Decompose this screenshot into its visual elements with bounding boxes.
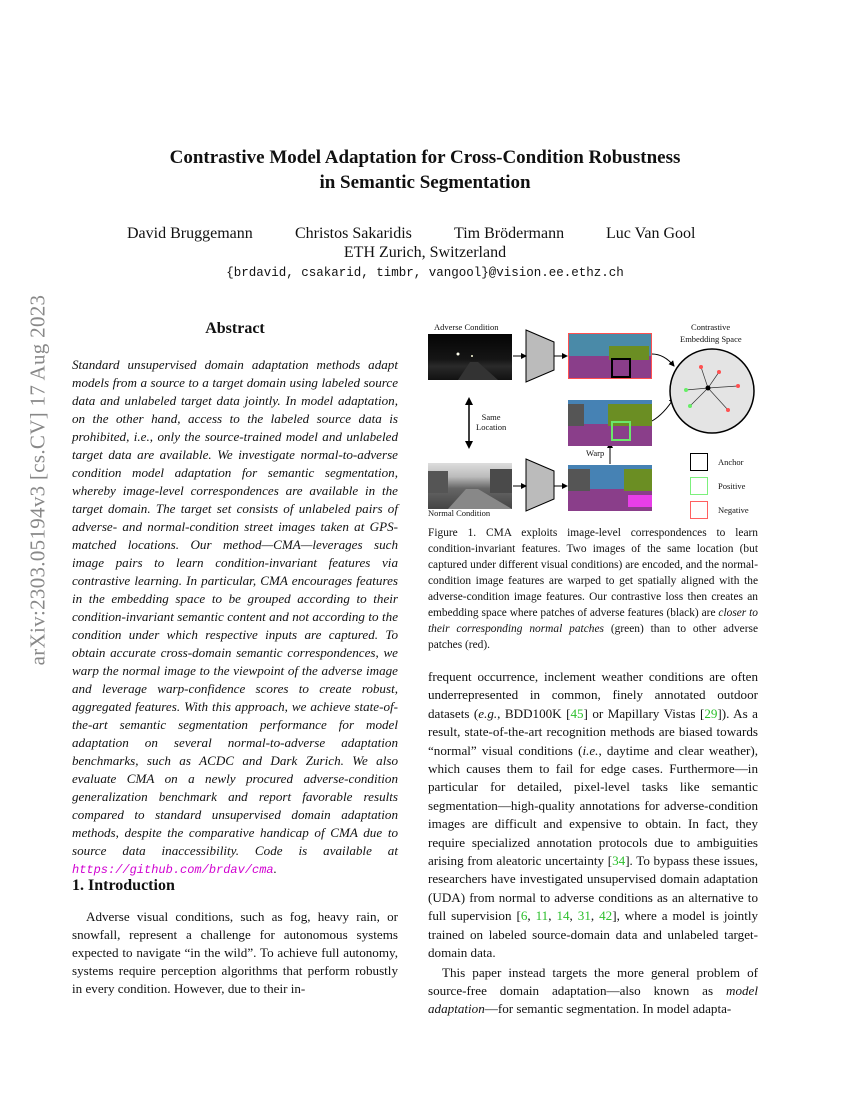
normal-feature-map xyxy=(568,465,652,511)
author-1: David Bruggemann xyxy=(127,225,253,242)
abstract-heading: Abstract xyxy=(205,320,265,337)
seg-vegetation xyxy=(624,469,652,491)
paper-title xyxy=(60,145,790,195)
abstract-body xyxy=(72,356,398,879)
text: , daytime and clear weather), which causes them to fail for edge cases. Furthermore—in particular for detailed, pixel-level tasks like semantic segmentation—high-quality annotations for adverse-condition images are difficult and expensive to obtain. In fact, they require specialized annotation protocols due to ambiguities arising from aleatoric uncertainty [ xyxy=(428,742,758,869)
seg-road xyxy=(568,424,652,446)
embedding-space-circle xyxy=(670,349,754,433)
affiliation: ETH Zurich, Switzerland xyxy=(343,244,507,261)
text: ]). As a result, state-of-the-art recognition methods are biased towards “normal” visual conditions ( xyxy=(428,705,758,758)
arrow-head-up xyxy=(465,397,473,405)
title-line-2: in Semantic Segmentation xyxy=(319,172,531,193)
text: This paper instead targets the more general problem of source-free domain adaptation—also known as xyxy=(428,964,758,998)
label-warp: Warp xyxy=(586,448,605,458)
code-link[interactable]: https://github.com/brdav/cma xyxy=(72,863,274,877)
legend-anchor-box xyxy=(690,453,708,471)
right-column-text xyxy=(428,668,758,1019)
text: frequent occurrence, inclement weather conditions are often underrepresented in common, finely annotated outdoor datasets ( xyxy=(428,669,758,721)
arrow-head-down xyxy=(465,441,473,449)
anchor-patch xyxy=(611,358,631,378)
paragraph-1 xyxy=(428,668,758,963)
legend-negative-box xyxy=(690,501,708,519)
label-embedding-space: Embedding Space xyxy=(680,334,742,344)
warped-normal-feature-map xyxy=(568,400,652,446)
author-3: Tim Brödermann xyxy=(454,225,565,242)
seg-building xyxy=(568,404,584,426)
encoder-top xyxy=(526,330,554,382)
abstract-end: . xyxy=(273,861,277,876)
citation-29[interactable]: 29 xyxy=(704,705,718,721)
introduction-text: Adverse visual conditions, such as fog, heavy rain, or snowfall, represent a challenge for autonomous systems expected to navigate “in the wild”. To achieve full autonomy, systems require perception algorithms that perform robustly in every condition. However, due to their in- xyxy=(72,909,398,996)
caption-italic: closer to their corresponding normal patches xyxy=(428,607,758,635)
seg-sidewalk xyxy=(628,495,652,507)
label-location: Location xyxy=(476,422,507,432)
text: —for semantic segmentation. In model adapta- xyxy=(484,1001,732,1017)
introduction-heading: 1. Introduction xyxy=(72,877,175,894)
caption-text: Figure 1. CMA exploits image-level correspondences to learn condition-invariant features. Two images of the same location (but captured under different visual conditions) are encoded, and the normal-condition image features are warped to get spatially aligned with the adverse-condition image features. Our contrastive loss then creates an embedding space where patches of adverse features (black) are xyxy=(428,527,758,619)
embedding-negative xyxy=(699,365,703,369)
arxiv-sidebar xyxy=(18,290,58,670)
caption-text-end: (green) than to other adverse patches (red). xyxy=(428,623,759,651)
figure-caption xyxy=(428,525,758,653)
adverse-feature-map xyxy=(568,333,652,379)
text: ]. To bypass these issues, researchers have investigated unsupervised domain adaptation (UDA) from normal to adverse conditions as an alternative to full supervision [ xyxy=(428,853,758,924)
label-contrastive: Contrastive xyxy=(691,322,731,332)
title-line-1: Contrastive Model Adaptation for Cross-Condition Robustness xyxy=(169,147,681,168)
separator: , xyxy=(590,908,600,924)
legend-positive-box xyxy=(690,477,708,495)
text-italic: model adaptation xyxy=(428,982,758,1017)
citation-34[interactable]: 34 xyxy=(612,853,626,869)
citation-42[interactable]: 42 xyxy=(599,908,613,924)
label-same-location xyxy=(476,412,506,432)
author-4: Luc Van Gool xyxy=(606,225,696,242)
separator: , xyxy=(548,908,557,924)
legend-negative-label: Negative xyxy=(718,505,749,515)
label-normal-condition: Normal Condition xyxy=(428,508,491,518)
encoder-bottom xyxy=(526,459,554,511)
separator: , xyxy=(569,908,578,924)
paragraph-2 xyxy=(428,964,758,1019)
embedding-anchor xyxy=(706,386,711,391)
text-italic: i.e. xyxy=(582,742,599,758)
text: , BDD100K [ xyxy=(497,705,571,721)
arxiv-id: arXiv:2303.05194v3 [cs.CV] 17 Aug 2023 xyxy=(25,294,50,666)
arrow-to-embedding xyxy=(652,354,674,366)
legend-anchor-label: Anchor xyxy=(718,457,744,467)
separator: , xyxy=(527,908,536,924)
citation-11[interactable]: 11 xyxy=(535,908,549,924)
positive-patch xyxy=(611,421,631,441)
text: ], where a model is jointly trained on labeled source-domain data and unlabeled target-domain data. xyxy=(428,908,759,961)
text-italic: e.g. xyxy=(478,705,498,721)
embedding-positive xyxy=(684,388,688,392)
legend-positive-label: Positive xyxy=(718,481,746,491)
citation-6[interactable]: 6 xyxy=(520,908,528,924)
text: ] or Mapillary Vistas [ xyxy=(583,705,705,721)
citation-45[interactable]: 45 xyxy=(570,705,584,721)
label-same: Same xyxy=(481,412,501,422)
seg-building xyxy=(568,469,590,491)
author-2: Christos Sakaridis xyxy=(295,225,412,242)
embedding-negative xyxy=(736,384,740,388)
embedding-negative xyxy=(717,370,721,374)
embedding-positive xyxy=(688,404,692,408)
abstract-text: Standard unsupervised domain adaptation methods adapt models from a source to a target domain using labeled source data and unlabeled target data jointly. In model adaptation, on the other hand, access to the labeled source data is prohibited, i.e., only the source-trained model and unlabeled target data are available. We investigate normal-to-adverse condition model adaptation for semantic segmentation, whereby image-level correspondences are available in the target domain. The target set consists of unlabeled pairs of adverse- and normal-condition street images taken at GPS-matched locations. Our method—CMA—leverages such image pairs to learn condition-invariant features via contrastive learning. In particular, CMA encourages features in the embedding space to be grouped according to their condition-invariant semantic content and not according to the condition under which respective inputs are captured. To obtain accurate cross-domain semantic correspondences, we warp the normal image to the viewpoint of the adverse image and leverage warp-confidence scores to create robust, aggregated features. With this approach, we achieve state-of-the-art semantic segmentation performance for model adaptation on several normal-to-adverse adaptation benchmarks, such as ACDC and Dark Zurich. We also evaluate CMA on a newly procured adverse-condition generalization benchmark and report favorable results compared to standard unsupervised domain adaptation methods, despite the comparative handicap of CMA due to source data inaccessibility. Code is available at xyxy=(72,357,398,858)
author-emails: {brdavid, csakarid, timbr, vangool}@vision.ee.ethz.ch xyxy=(226,266,624,280)
citation-14[interactable]: 14 xyxy=(556,908,570,924)
figure-1 xyxy=(428,318,763,523)
citation-31[interactable]: 31 xyxy=(577,908,591,924)
embedding-negative xyxy=(726,408,730,412)
label-adverse-condition: Adverse Condition xyxy=(434,322,499,332)
